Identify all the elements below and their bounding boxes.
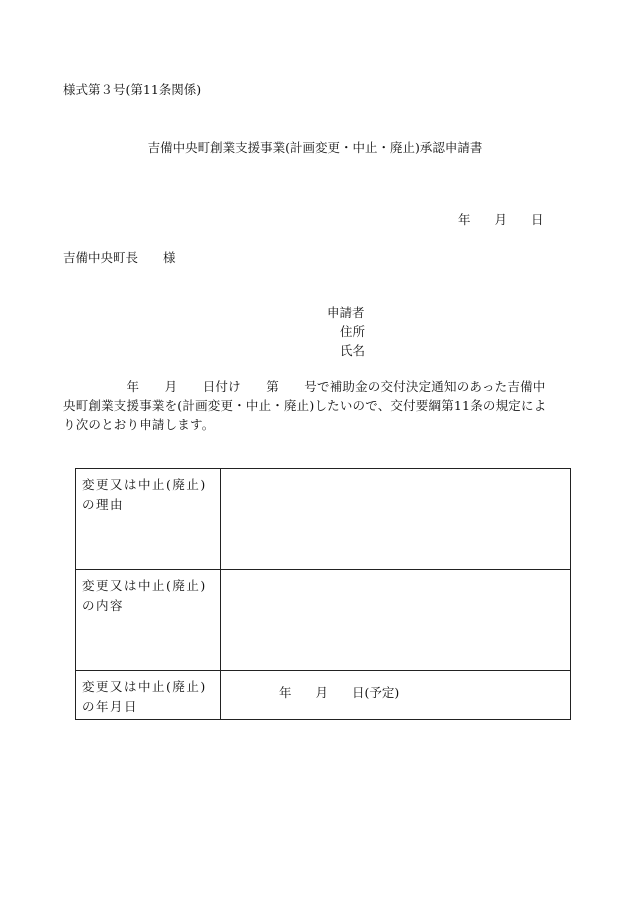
submission-date <box>458 210 544 228</box>
applicant-label: 申請者 <box>327 305 365 320</box>
table-date-month: 月 <box>315 685 329 700</box>
form-number: 様式第３号(第11条関係) <box>63 82 202 97</box>
date-label-cell <box>76 671 221 720</box>
table-date-year: 年 <box>279 685 292 700</box>
applicant-name-label: 氏名 <box>340 343 366 358</box>
date-label-line2: の年月日 <box>82 699 139 714</box>
date-day: 日 <box>531 212 544 227</box>
content-label-cell <box>76 570 221 671</box>
date-value-cell[interactable] <box>221 671 571 720</box>
date-month: 月 <box>494 212 508 227</box>
applicant-address-label: 住所 <box>340 324 366 339</box>
table-row-date <box>76 671 571 720</box>
body-line: り次のとおり申請します。 <box>63 417 215 432</box>
reason-label-cell <box>76 469 221 570</box>
addressee: 吉備中央町長 様 <box>63 250 176 265</box>
table-date-day: 日(予定) <box>352 685 400 700</box>
request-body <box>63 377 573 434</box>
table-row-content <box>76 570 571 671</box>
content-label-line2: の内容 <box>82 598 125 613</box>
date-label-line1: 変更又は中止(廃止) <box>82 679 207 694</box>
request-table <box>75 468 571 720</box>
document-title: 吉備中央町創業支援事業(計画変更・中止・廃止)承認申請書 <box>147 140 483 155</box>
table-row-reason <box>76 469 571 570</box>
body-line: 央町創業支援事業を(計画変更・中止・廃止)したいので、交付要綱第11条の規定によ <box>63 398 547 413</box>
reason-label-line2: の理由 <box>82 497 125 512</box>
content-label-line1: 変更又は中止(廃止) <box>82 578 207 593</box>
body-line: 年 月 日付け 第 号で補助金の交付決定通知のあった吉備中 <box>63 379 546 394</box>
reason-label-line1: 変更又は中止(廃止) <box>82 477 207 492</box>
date-year: 年 <box>458 212 471 227</box>
reason-value-cell[interactable] <box>221 469 571 570</box>
content-value-cell[interactable] <box>221 570 571 671</box>
